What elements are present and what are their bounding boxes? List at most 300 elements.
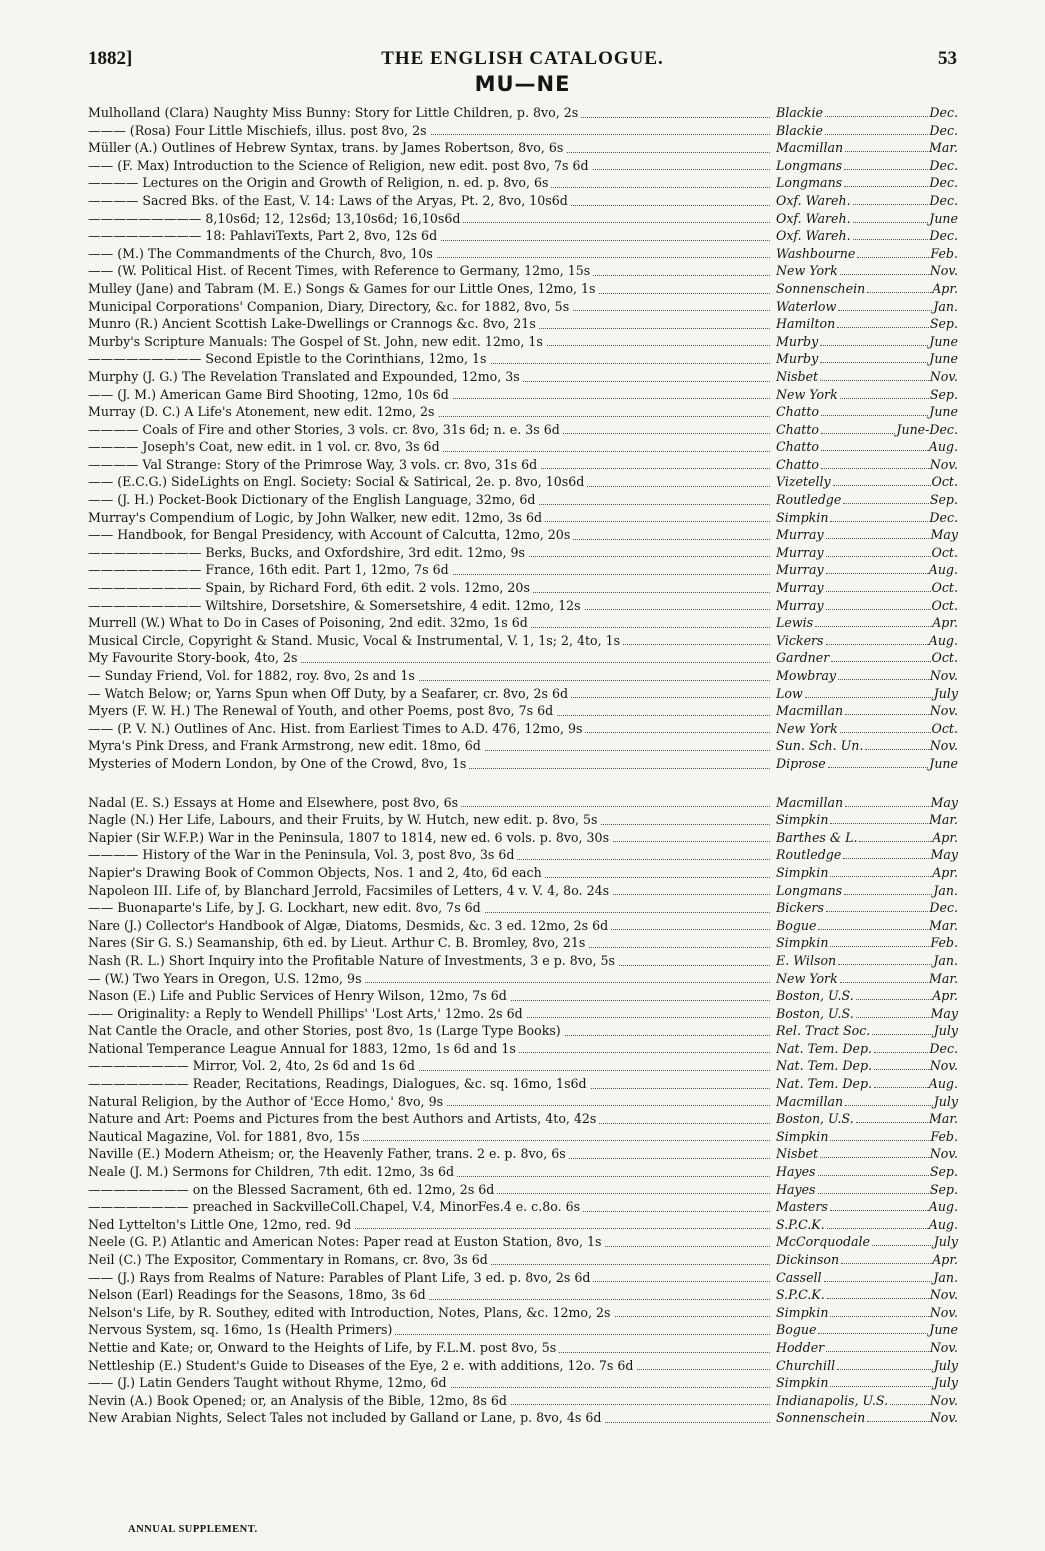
entry-publisher-date	[776, 1304, 958, 1322]
entry-description	[88, 174, 776, 192]
dot-leader	[857, 257, 929, 258]
entry-publisher: Waterlow	[776, 298, 837, 314]
entry-text: ———— Joseph's Coat, new edit. in 1 vol. cr. 8vo, 3s 6d	[88, 439, 443, 454]
entry-description	[88, 1321, 776, 1339]
entry-description	[88, 614, 776, 632]
entry-publisher: Simpkin	[776, 1304, 829, 1320]
entry-text: Murray's Compendium of Logic, by John Walker, new edit. 12mo, 3s 6d	[88, 510, 545, 525]
catalogue-entry	[88, 456, 958, 474]
entry-date: May	[930, 847, 958, 863]
entry-description	[88, 917, 776, 935]
dot-leader	[874, 1087, 928, 1088]
dot-leader	[818, 1175, 929, 1176]
catalogue-entry	[88, 1005, 958, 1023]
catalogue-entry	[88, 1216, 958, 1234]
entry-text: Mysteries of Modern London, by One of the Crowd, 8vo, 1s	[88, 756, 469, 771]
entry-publisher-date	[776, 899, 958, 917]
entry-description	[88, 864, 776, 882]
catalogue-entry	[88, 1392, 958, 1410]
entry-description	[88, 1040, 776, 1058]
dot-leader	[830, 1210, 928, 1211]
entry-publisher: Routledge	[776, 847, 842, 863]
catalogue-entry	[88, 1040, 958, 1058]
entry-description	[88, 544, 776, 562]
entry-description	[88, 350, 776, 368]
entry-publisher: E. Wilson	[776, 952, 837, 968]
entry-publisher: Longmans	[776, 175, 843, 191]
entry-publisher-date	[776, 262, 958, 280]
dot-leader	[830, 946, 929, 947]
catalogue-entry	[88, 1128, 958, 1146]
entry-publisher: Murby	[776, 351, 819, 367]
entry-date: Jan.	[933, 1269, 958, 1285]
entry-publisher: New York	[776, 720, 838, 736]
entry-description	[88, 685, 776, 703]
entry-text: ———————— preached in SackvilleColl.Chapel, V.4, MinorFes.4 e. c.8o. 6s	[88, 1199, 583, 1214]
entry-date: Feb.	[930, 935, 958, 951]
entry-description	[88, 1409, 776, 1427]
entry-date: Nov.	[929, 1146, 958, 1162]
entry-publisher-date	[776, 1057, 958, 1075]
entry-publisher-date	[776, 280, 958, 298]
entry-date: July	[933, 685, 958, 701]
entry-date: Oct.	[931, 597, 958, 613]
dot-leader	[856, 999, 932, 1000]
entry-text: Nelson (Earl) Readings for the Seasons, 18mo, 3s 6d	[88, 1287, 429, 1302]
entry-publisher: Murray	[776, 562, 824, 578]
entry-publisher-date	[776, 1321, 958, 1339]
entry-text: Mulholland (Clara) Naughty Miss Bunny: Story for Little Children, p. 8vo, 2s	[88, 105, 581, 120]
entry-date: May	[930, 1005, 958, 1021]
entry-date: Aug.	[928, 632, 958, 648]
entry-publisher: Nisbet	[776, 368, 819, 384]
entry-text: ———————— Reader, Recitations, Readings, Dialogues, &c. sq. 16mo, 1s6d	[88, 1076, 590, 1091]
catalogue-entry	[88, 1286, 958, 1304]
entry-text: Murby's Scripture Manuals: The Gospel of St. John, new edit. 12mo, 1s	[88, 334, 546, 349]
entry-date: Dec.	[929, 1040, 958, 1056]
entry-text: Nervous System, sq. 16mo, 1s (Health Primers)	[88, 1322, 395, 1337]
catalogue-entry	[88, 192, 958, 210]
catalogue-entry	[88, 1181, 958, 1199]
catalogue-entry	[88, 350, 958, 368]
entry-publisher: Oxf. Wareh.	[776, 228, 851, 244]
dot-leader	[820, 362, 928, 363]
entry-publisher-date	[776, 1339, 958, 1357]
entry-description	[88, 1339, 776, 1357]
entry-publisher: S.P.C.K.	[776, 1216, 825, 1232]
entry-date: Apr.	[932, 615, 958, 631]
dot-leader	[867, 292, 931, 293]
entry-date: June	[929, 404, 958, 420]
entry-publisher-date	[776, 210, 958, 228]
entry-publisher: Oxf. Wareh.	[776, 210, 851, 226]
entry-publisher-date	[776, 104, 958, 122]
entry-date: Oct.	[931, 650, 958, 666]
dot-leader	[827, 1228, 928, 1229]
entry-text: Munro (R.) Ancient Scottish Lake-Dwellings or Crannogs &c. 8vo, 21s	[88, 316, 539, 331]
entry-description	[88, 227, 776, 245]
entry-text: ————————— France, 16th edit. Part 1, 12mo, 7s 6d	[88, 562, 452, 577]
dot-leader	[821, 450, 928, 451]
entry-publisher-date	[776, 526, 958, 544]
entry-date: June	[929, 1322, 958, 1338]
entry-date: Sep.	[929, 386, 958, 402]
entry-text: Ned Lyttelton's Little One, 12mo, red. 9d	[88, 1217, 354, 1232]
entry-publisher-date	[776, 829, 958, 847]
entry-publisher-date	[776, 934, 958, 952]
entry-description	[88, 1251, 776, 1269]
entry-date: June	[929, 210, 958, 226]
entry-text: ——— (Rosa) Four Little Mischiefs, illus. post 8vo, 2s	[88, 123, 430, 138]
entry-publisher: Simpkin	[776, 812, 829, 828]
dot-leader	[856, 1122, 928, 1123]
entry-date: Oct.	[931, 474, 958, 490]
entry-publisher-date	[776, 456, 958, 474]
entry-text: Nare (J.) Collector's Handbook of Algæ, Diatoms, Desmids, &c. 3 ed. 12mo, 2s 6d	[88, 918, 611, 933]
entry-date: Mar.	[928, 140, 958, 156]
dot-leader	[828, 767, 929, 768]
catalogue-entry	[88, 1251, 958, 1269]
entry-description	[88, 139, 776, 157]
entry-text: Nares (Sir G. S.) Seamanship, 6th ed. by Lieut. Arthur C. B. Bromley, 8vo, 21s	[88, 935, 588, 950]
entry-text: Neil (C.) The Expositor, Commentary in Romans, cr. 8vo, 3s 6d	[88, 1252, 491, 1267]
entry-text: — Watch Below; or, Yarns Spun when Off Duty, by a Seafarer, cr. 8vo, 2s 6d	[88, 686, 571, 701]
dot-leader	[818, 1333, 928, 1334]
entry-date: May	[930, 794, 958, 810]
dot-leader	[837, 327, 929, 328]
entry-description	[88, 1181, 776, 1199]
entry-date: Mar.	[928, 970, 958, 986]
dot-leader	[820, 1157, 929, 1158]
dot-leader	[838, 310, 932, 311]
entry-date: Aug.	[928, 1199, 958, 1215]
entry-publisher: Nat. Tem. Dep.	[776, 1076, 873, 1092]
catalogue-entry	[88, 473, 958, 491]
entry-date: Nov.	[929, 1058, 958, 1074]
entry-publisher-date	[776, 632, 958, 650]
entry-publisher: Hayes	[776, 1181, 816, 1197]
entry-date: Apr.	[932, 829, 958, 845]
catalogue-entry	[88, 1269, 958, 1287]
entry-description	[88, 262, 776, 280]
entry-date: Sep.	[929, 1181, 958, 1197]
entry-date: Sep.	[929, 1164, 958, 1180]
entry-date: Sep.	[929, 492, 958, 508]
entry-publisher-date	[776, 1286, 958, 1304]
entry-description	[88, 473, 776, 491]
entry-publisher: Simpkin	[776, 1128, 829, 1144]
entry-text: ———— Val Strange: Story of the Primrose Way, 3 vols. cr. 8vo, 31s 6d	[88, 457, 540, 472]
entry-text: —— (P. V. N.) Outlines of Anc. Hist. from Earliest Times to A.D. 476, 12mo, 9s	[88, 721, 585, 736]
entry-publisher: Dickinson	[776, 1252, 840, 1267]
page-number: 53	[938, 48, 957, 69]
entry-date: Nov.	[929, 1339, 958, 1355]
entry-date: July	[933, 1023, 958, 1039]
catalogue-entry	[88, 811, 958, 829]
entry-publisher: Longmans	[776, 157, 843, 173]
entry-text: Nautical Magazine, Vol. for 1881, 8vo, 15s	[88, 1129, 363, 1144]
catalogue-entry	[88, 1339, 958, 1357]
entry-date: Jan.	[933, 952, 958, 968]
entry-description	[88, 579, 776, 597]
catalogue-entry	[88, 1321, 958, 1339]
entry-description	[88, 934, 776, 952]
entry-publisher: Macmillan	[776, 140, 844, 156]
catalogue-entry	[88, 917, 958, 935]
entry-description	[88, 438, 776, 456]
entry-publisher: Boston, U.S.	[776, 1005, 854, 1021]
entry-date: Feb.	[930, 1128, 958, 1144]
dot-leader	[845, 151, 928, 152]
catalogue-entry	[88, 1233, 958, 1251]
entry-description	[88, 333, 776, 351]
entry-text: Neale (J. M.) Sermons for Children, 7th edit. 12mo, 3s 6d	[88, 1164, 457, 1179]
dot-leader	[826, 911, 928, 912]
dot-leader	[840, 982, 928, 983]
entry-text: ————————— 18: PahlaviTexts, Part 2, 8vo, 12s 6d	[88, 228, 440, 243]
page-header	[88, 48, 957, 74]
entry-text: ————————— 8,10s6d; 12, 12s6d; 13,10s6d; 16,10s6d	[88, 211, 463, 226]
entry-publisher-date	[776, 649, 958, 667]
entry-publisher-date	[776, 1005, 958, 1023]
entry-publisher: S.P.C.K.	[776, 1287, 825, 1303]
entry-description	[88, 1022, 776, 1040]
entry-text: Nature and Art: Poems and Pictures from the best Authors and Artists, 4to, 42s	[88, 1111, 599, 1126]
catalogue-entry	[88, 1357, 958, 1375]
entry-text: Nadal (E. S.) Essays at Home and Elsewhere, post 8vo, 6s	[88, 795, 461, 810]
dot-leader	[853, 204, 929, 205]
entry-publisher: Sonnenschein	[776, 1410, 866, 1426]
entry-publisher-date	[776, 917, 958, 935]
dot-leader	[840, 274, 929, 275]
catalogue-entry	[88, 970, 958, 988]
catalogue-entry	[88, 737, 958, 755]
entry-date: Nov.	[929, 1287, 958, 1303]
entry-date: Dec.	[929, 228, 958, 244]
entry-publisher: Gardner	[776, 650, 830, 666]
entry-description	[88, 720, 776, 738]
entry-publisher: Indianapolis, U.S.	[776, 1392, 889, 1408]
entry-text: ————————— Berks, Bucks, and Oxfordshire, 3rd edit. 12mo, 9s	[88, 545, 528, 560]
dot-leader	[826, 573, 928, 574]
entry-description	[88, 1269, 776, 1287]
entry-text: —— Handbook, for Bengal Presidency, with Account of Calcutta, 12mo, 20s	[88, 527, 573, 542]
entry-publisher: Sun. Sch. Un.	[776, 738, 864, 754]
dot-leader	[826, 609, 931, 610]
entry-text: Müller (A.) Outlines of Hebrew Syntax, trans. by James Robertson, 8vo, 6s	[88, 140, 566, 155]
entry-description	[88, 298, 776, 316]
entry-text: — Sunday Friend, Vol. for 1882, roy. 8vo, 2s and 1s	[88, 668, 418, 683]
entry-publisher-date	[776, 597, 958, 615]
entry-description	[88, 280, 776, 298]
entry-publisher: Masters	[776, 1199, 828, 1215]
catalogue-entry	[88, 1163, 958, 1181]
catalogue-entry	[88, 952, 958, 970]
entry-text: ———— History of the War in the Peninsula, Vol. 3, post 8vo, 3s 6d	[88, 847, 517, 862]
entry-date: Oct.	[931, 544, 958, 560]
dot-leader	[845, 806, 929, 807]
dot-leader	[830, 521, 928, 522]
entry-publisher-date	[776, 1251, 958, 1269]
entry-description	[88, 737, 776, 755]
entry-text: Nagle (N.) Her Life, Labours, and their Fruits, by W. Hutch, new edit. p. 8vo, 5s	[88, 812, 600, 827]
dot-leader	[827, 1298, 929, 1299]
entry-description	[88, 794, 776, 812]
dot-leader	[830, 1140, 929, 1141]
entry-publisher: Low	[776, 685, 803, 701]
dot-leader	[820, 345, 928, 346]
entry-text: Musical Circle, Copyright & Stand. Music, Vocal & Instrumental, V. 1, 1s; 2, 4to, 1s	[88, 633, 623, 648]
entry-publisher-date	[776, 755, 958, 773]
entry-publisher: Murray	[776, 544, 824, 560]
entry-publisher: Nat. Tem. Dep.	[776, 1040, 873, 1056]
entry-description	[88, 1093, 776, 1111]
entry-date: July	[933, 1234, 958, 1250]
catalogue-entry	[88, 882, 958, 900]
entry-publisher: Chatto	[776, 421, 819, 437]
entry-text: —— (E.C.G.) SideLights on Engl. Society: Social & Satirical, 2e. p. 8vo, 10s6d	[88, 474, 587, 489]
entry-text: —— (J.) Latin Genders Taught without Rhyme, 12mo, 6d	[88, 1375, 450, 1390]
catalogue-entry	[88, 597, 958, 615]
entry-publisher: Washbourne	[776, 245, 856, 261]
entry-publisher-date	[776, 368, 958, 386]
entry-publisher: Simpkin	[776, 935, 829, 951]
catalogue-entry	[88, 1198, 958, 1216]
entry-text: Myra's Pink Dress, and Frank Armstrong, new edit. 18mo, 6d	[88, 738, 484, 753]
entry-publisher-date	[776, 1163, 958, 1181]
entry-description	[88, 509, 776, 527]
entry-date: July	[933, 1093, 958, 1109]
catalogue-entry	[88, 1145, 958, 1163]
entry-publisher-date	[776, 1216, 958, 1234]
entry-text: Murray (D. C.) A Life's Atonement, new edit. 12mo, 2s	[88, 404, 438, 419]
entry-text: Nash (R. L.) Short Inquiry into the Profitable Nature of Investments, 3 e p. 8vo, 5s	[88, 953, 618, 968]
entry-publisher-date	[776, 438, 958, 456]
entry-description	[88, 315, 776, 333]
entry-date: Apr.	[932, 280, 958, 296]
dot-leader	[859, 841, 931, 842]
entry-date: Jan.	[933, 298, 958, 314]
dot-leader	[825, 134, 928, 135]
dot-leader	[890, 1404, 929, 1405]
entry-publisher-date	[776, 1409, 958, 1427]
entry-description	[88, 368, 776, 386]
entry-text: Natural Religion, by the Author of 'Ecce Homo,' 8vo, 9s	[88, 1094, 446, 1109]
catalogue-entry	[88, 298, 958, 316]
entry-publisher: Vickers	[776, 632, 824, 648]
entry-publisher-date	[776, 350, 958, 368]
entry-date: June	[929, 351, 958, 367]
catalogue-entry	[88, 491, 958, 509]
entry-text: ————————— Spain, by Richard Ford, 6th edit. 2 vols. 12mo, 20s	[88, 580, 533, 595]
dot-leader	[845, 714, 929, 715]
entry-publisher-date	[776, 174, 958, 192]
entry-publisher: Rel. Tract Soc.	[776, 1023, 871, 1039]
header-year: 1882]	[88, 48, 133, 69]
entry-publisher-date	[776, 544, 958, 562]
dot-leader	[843, 858, 929, 859]
dot-leader	[826, 1351, 929, 1352]
entry-publisher-date	[776, 403, 958, 421]
entry-publisher-date	[776, 1181, 958, 1199]
entry-publisher: Hodder	[776, 1339, 825, 1355]
entry-description	[88, 1057, 776, 1075]
dot-leader	[830, 876, 931, 877]
entry-publisher-date	[776, 333, 958, 351]
entry-text: Nason (E.) Life and Public Services of Henry Wilson, 12mo, 7s 6d	[88, 988, 510, 1003]
entry-publisher-date	[776, 846, 958, 864]
entry-text: Nat Cantle the Oracle, and other Stories, post 8vo, 1s (Large Type Books)	[88, 1023, 564, 1038]
entry-description	[88, 1128, 776, 1146]
entry-date: Dec.	[929, 509, 958, 525]
entry-publisher: Bogue	[776, 1322, 817, 1338]
catalogue-entry	[88, 1093, 958, 1111]
dot-leader	[830, 823, 928, 824]
entry-date: Sep.	[929, 316, 958, 332]
entry-publisher: Chatto	[776, 456, 819, 472]
entry-publisher: Hayes	[776, 1164, 816, 1180]
catalogue-entry	[88, 438, 958, 456]
catalogue-entry	[88, 614, 958, 632]
entry-date: Mar.	[928, 1111, 958, 1127]
entry-description	[88, 245, 776, 263]
entry-text: — (W.) Two Years in Oregon, U.S. 12mo, 9s	[88, 971, 365, 986]
entry-date: Mar.	[928, 917, 958, 933]
entry-publisher: Hamilton	[776, 316, 836, 332]
dot-leader	[820, 380, 929, 381]
entry-publisher: Simpkin	[776, 509, 829, 525]
entry-description	[88, 846, 776, 864]
entry-publisher: Macmillan	[776, 703, 844, 719]
entry-description	[88, 122, 776, 140]
entry-date: Dec.	[929, 192, 958, 208]
entry-text: ———— Sacred Bks. of the East, V. 14: Laws of the Aryas, Pt. 2, 8vo, 10s6d	[88, 193, 571, 208]
entry-text: ———— Coals of Fire and other Stories, 3 vols. cr. 8vo, 31s 6d; n. e. 3s 6d	[88, 422, 563, 437]
entry-date: Nov.	[929, 1410, 958, 1426]
catalogue-entry	[88, 579, 958, 597]
entry-description	[88, 1145, 776, 1163]
catalogue-entry	[88, 667, 958, 685]
entry-publisher-date	[776, 421, 958, 439]
entry-date: Nov.	[929, 368, 958, 384]
dot-leader	[825, 116, 928, 117]
dot-leader	[831, 661, 930, 662]
entry-text: ———————— Mirror, Vol. 2, 4to, 2s 6d and 1s 6d	[88, 1058, 418, 1073]
entry-date: June-Dec.	[896, 421, 958, 437]
entry-description	[88, 632, 776, 650]
dot-leader	[830, 1386, 932, 1387]
catalogue-entry	[88, 755, 958, 773]
catalogue-entry	[88, 1057, 958, 1075]
catalogue-entry	[88, 987, 958, 1005]
dot-leader	[840, 732, 931, 733]
catalogue-entry	[88, 1304, 958, 1322]
entry-publisher-date	[776, 685, 958, 703]
dot-leader	[826, 591, 931, 592]
entry-text: Naville (E.) Modern Atheism; or, the Heavenly Father, trans. 2 e. p. 8vo, 6s	[88, 1146, 569, 1161]
entry-publisher: Routledge	[776, 492, 842, 508]
entry-description	[88, 561, 776, 579]
entry-publisher-date	[776, 157, 958, 175]
entry-text: Murrell (W.) What to Do in Cases of Poisoning, 2nd edit. 32mo, 1s 6d	[88, 615, 531, 630]
dot-leader	[818, 1193, 929, 1194]
entry-description	[88, 987, 776, 1005]
entry-description	[88, 1233, 776, 1251]
entry-publisher-date	[776, 794, 958, 812]
entry-date: June	[929, 333, 958, 349]
entry-description	[88, 829, 776, 847]
entry-publisher: Bickers	[776, 900, 824, 916]
